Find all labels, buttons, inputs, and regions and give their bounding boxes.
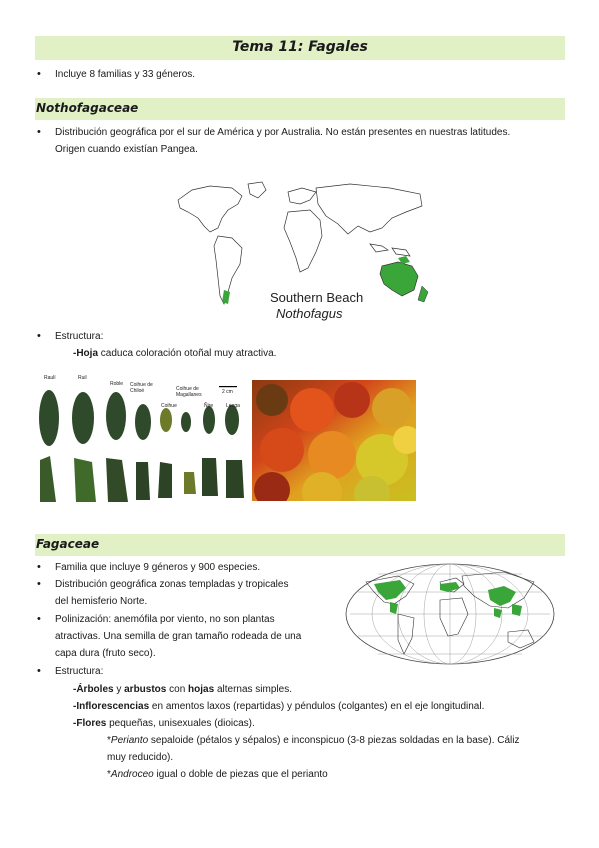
distribution-text: Distribución geográfica por el sur de América y por Australia. No están presentes en nuestras latitudes. (55, 127, 511, 138)
structure-heading: Estructura: (55, 331, 104, 342)
autumn-forest-photo (252, 380, 416, 501)
intro-text: Incluye 8 familias y 33 géneros. (55, 69, 196, 80)
text-span: alternas simples. (214, 684, 292, 695)
bullet-dot (37, 328, 41, 345)
fagaceae-world-map (344, 562, 556, 666)
family-text: Familia que incluye 9 géneros y 900 especies. (55, 562, 261, 573)
bullet-dot (37, 611, 41, 628)
leaf-label: Ñire (204, 403, 214, 409)
structure-heading: Estructura: (55, 666, 104, 677)
map-label-title: Southern Beach (270, 290, 364, 305)
leaf-label: Lenga (226, 403, 240, 409)
distribution-text-2: Origen cuando existían Pangea. (55, 144, 198, 155)
text-span: en amentos laxos (repartidas) y péndulos (colgantes) en el eje longitudinal. (149, 701, 485, 712)
section-bar-fagaceae (35, 534, 565, 556)
map-label-genus: Nothofagus (276, 306, 343, 321)
text-span: con (166, 684, 189, 695)
inflorescence-bold: -Inflorescencias (73, 701, 150, 712)
androecium-italic: Androceo (110, 769, 154, 780)
pollination-text-2: atractivas. Una semilla de gran tamaño rodeada de una (55, 631, 302, 642)
perianth-line (107, 732, 519, 749)
title-bar (35, 36, 565, 60)
bullet-dot (37, 124, 41, 141)
leaves-bold: hojas (188, 684, 215, 695)
bullet-dot (37, 66, 41, 83)
bullet-dot (37, 559, 41, 576)
flowers-bold: -Flores (73, 718, 107, 729)
bullet-dot (37, 576, 41, 593)
section-heading: Fagaceae (36, 537, 100, 551)
scale-label: 2 cm (222, 389, 233, 395)
distribution-text: Distribución geográfica zonas templadas y tropicales (55, 579, 289, 590)
text-span: * (107, 735, 111, 746)
leaf-label: Roble (110, 381, 124, 387)
leaf-label: Raulí (44, 375, 56, 381)
leaf-label: Ruil (78, 375, 87, 381)
perianth-line-2: muy reducido). (107, 752, 174, 763)
leaf-rest: caduca coloración otoñal muy atractiva. (98, 348, 277, 359)
leaf-label: Coihue de Chiloé (130, 382, 153, 394)
section-bar-nothofagaceae (35, 98, 565, 120)
shrubs-bold: arbustos (124, 684, 167, 695)
bullet-dot (37, 663, 41, 680)
trees-bold: -Árboles (73, 684, 114, 695)
text-span: pequeñas, unisexuales (dioicas). (106, 718, 255, 729)
text-span: y (113, 684, 125, 695)
text-span: sepaloide (pétalos y sépalos) e inconspicuo (3-8 piezas soldadas en la base). Cáliz (148, 735, 520, 746)
distribution-text-2: del hemisferio Norte. (55, 596, 148, 607)
flowers-line (73, 715, 255, 732)
text-span: * (107, 769, 111, 780)
leaf-description (73, 345, 276, 362)
perianth-italic: Perianto (110, 735, 149, 746)
text-span: igual o doble de piezas que el perianto (153, 769, 328, 780)
leaves-plate (36, 376, 246, 504)
leaf-label: Coihue (161, 403, 177, 409)
pollination-text: Polinización: anemófila por viento, no son plantas (55, 614, 275, 625)
inflorescence-line (73, 698, 484, 715)
page-title: Tema 11: Fagales (232, 39, 368, 55)
section-heading: Nothofagaceae (36, 101, 139, 115)
leaf-label: Coihue de Magallanes (176, 386, 202, 398)
androecium-line (107, 766, 328, 783)
pollination-text-3: capa dura (fruto seco). (55, 648, 156, 659)
trees-line (73, 681, 292, 698)
leaf-bold: -Hoja (73, 348, 98, 359)
